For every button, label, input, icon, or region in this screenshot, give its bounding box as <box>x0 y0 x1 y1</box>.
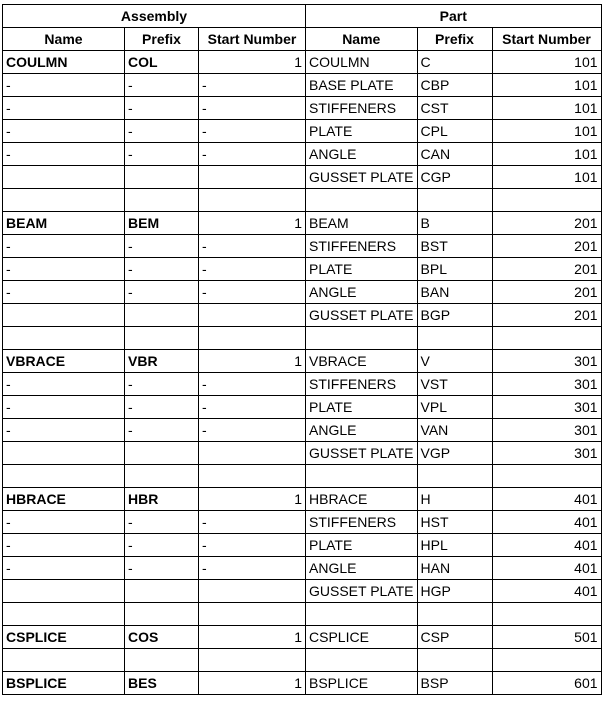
table-row <box>3 626 602 649</box>
part-start-number-cell[interactable]: 401 <box>492 534 601 557</box>
assembly-name-cell[interactable] <box>3 442 125 465</box>
part-prefix-cell[interactable]: V <box>417 350 492 373</box>
assembly-name-cell[interactable]: BEAM <box>3 212 125 235</box>
assembly-start-number-cell[interactable]: - <box>199 258 306 281</box>
assembly-start-number-cell[interactable]: 1 <box>199 51 306 74</box>
part-name-cell[interactable]: BEAM <box>306 212 418 235</box>
part-prefix-cell[interactable]: HPL <box>417 534 492 557</box>
part-name-cell[interactable]: ANGLE <box>306 143 418 166</box>
assembly-start-number-cell[interactable]: - <box>199 143 306 166</box>
assembly-start-number-cell[interactable]: - <box>199 235 306 258</box>
table-row <box>3 235 602 258</box>
assembly-start-number-cell[interactable]: - <box>199 511 306 534</box>
table-row <box>3 350 602 373</box>
assembly-prefix-cell[interactable]: - <box>125 396 199 419</box>
assembly-prefix-cell[interactable]: - <box>125 97 199 120</box>
part-start-number-cell[interactable]: 201 <box>492 281 601 304</box>
part-start-number-cell[interactable]: 501 <box>492 626 601 649</box>
part-start-number-cell[interactable]: 401 <box>492 488 601 511</box>
assembly-start-number-cell[interactable]: 1 <box>199 626 306 649</box>
part-start-number-cell[interactable] <box>492 327 601 350</box>
part-prefix-cell[interactable]: HAN <box>417 557 492 580</box>
assembly-prefix-cell[interactable] <box>125 649 199 672</box>
assembly-start-number-cell[interactable] <box>199 304 306 327</box>
part-name-cell[interactable] <box>306 327 418 350</box>
table-row <box>3 649 602 672</box>
assembly-prefix-cell[interactable]: - <box>125 120 199 143</box>
assembly-header[interactable]: Assembly <box>3 5 306 28</box>
part-prefix-cell[interactable]: VAN <box>417 419 492 442</box>
assembly-prefix-cell[interactable] <box>125 465 199 488</box>
part-prefix-cell[interactable]: CGP <box>417 166 492 189</box>
part-prefix-cell[interactable]: BGP <box>417 304 492 327</box>
part-name-cell[interactable]: GUSSET PLATE <box>306 580 418 603</box>
part-name-cell[interactable]: PLATE <box>306 396 418 419</box>
assembly-start-number-cell[interactable] <box>199 580 306 603</box>
assembly-name-cell[interactable]: HBRACE <box>3 488 125 511</box>
part-header[interactable]: Part <box>306 5 602 28</box>
assembly-start-number-cell[interactable]: 1 <box>199 672 306 695</box>
assembly-start-number-cell[interactable]: - <box>199 419 306 442</box>
assembly-start-number-cell[interactable]: - <box>199 373 306 396</box>
assembly-prefix-cell[interactable]: - <box>125 74 199 97</box>
assembly-prefix-cell[interactable]: BEM <box>125 212 199 235</box>
part-name-header[interactable]: Name <box>306 28 418 51</box>
assembly-name-cell[interactable]: - <box>3 120 125 143</box>
assembly-name-cell[interactable]: - <box>3 74 125 97</box>
table-row <box>3 603 602 626</box>
table-row <box>3 488 602 511</box>
table-row <box>3 281 602 304</box>
table-row <box>3 557 602 580</box>
assembly-prefix-cell[interactable] <box>125 603 199 626</box>
part-prefix-cell[interactable]: BAN <box>417 281 492 304</box>
assembly-start-number-cell[interactable] <box>199 189 306 212</box>
part-start-number-cell[interactable]: 101 <box>492 97 601 120</box>
table-row <box>3 396 602 419</box>
assembly-prefix-cell[interactable]: COS <box>125 626 199 649</box>
part-prefix-cell[interactable]: B <box>417 212 492 235</box>
assembly-prefix-cell[interactable]: - <box>125 419 199 442</box>
part-start-number-cell[interactable]: 401 <box>492 580 601 603</box>
part-prefix-cell[interactable]: VST <box>417 373 492 396</box>
part-prefix-cell[interactable]: BST <box>417 235 492 258</box>
part-name-cell[interactable]: PLATE <box>306 534 418 557</box>
part-name-cell[interactable]: STIFFENERS <box>306 511 418 534</box>
part-prefix-cell[interactable]: VGP <box>417 442 492 465</box>
part-start-number-cell[interactable]: 101 <box>492 143 601 166</box>
assembly-name-cell[interactable]: - <box>3 373 125 396</box>
part-prefix-cell[interactable] <box>417 603 492 626</box>
assembly-prefix-cell[interactable] <box>125 304 199 327</box>
table-row <box>3 327 602 350</box>
assembly-prefix-cell[interactable]: COL <box>125 51 199 74</box>
table-row <box>3 74 602 97</box>
part-prefix-cell[interactable] <box>417 327 492 350</box>
part-start-number-cell[interactable]: 201 <box>492 304 601 327</box>
assembly-name-cell[interactable] <box>3 465 125 488</box>
assembly-prefix-cell[interactable]: VBR <box>125 350 199 373</box>
assembly-prefix-cell[interactable]: - <box>125 258 199 281</box>
assembly-prefix-cell[interactable]: BES <box>125 672 199 695</box>
part-start-number-cell[interactable]: 201 <box>492 258 601 281</box>
assembly-start-number-cell[interactable]: 1 <box>199 350 306 373</box>
part-start-number-cell[interactable]: 301 <box>492 396 601 419</box>
assembly-name-cell[interactable] <box>3 580 125 603</box>
assembly-prefix-cell[interactable] <box>125 580 199 603</box>
assembly-prefix-cell[interactable]: - <box>125 511 199 534</box>
assembly-name-cell[interactable]: - <box>3 534 125 557</box>
part-start-number-cell[interactable]: 101 <box>492 51 601 74</box>
assembly-start-number-cell[interactable] <box>199 465 306 488</box>
part-start-number-cell[interactable]: 301 <box>492 419 601 442</box>
assembly-start-number-cell[interactable] <box>199 166 306 189</box>
part-prefix-cell[interactable]: CST <box>417 97 492 120</box>
assembly-start-number-cell[interactable]: - <box>199 396 306 419</box>
table-row <box>3 373 602 396</box>
part-name-cell[interactable]: ANGLE <box>306 419 418 442</box>
table-row <box>3 97 602 120</box>
part-prefix-cell[interactable]: H <box>417 488 492 511</box>
part-prefix-cell[interactable]: CAN <box>417 143 492 166</box>
table-row <box>3 534 602 557</box>
assembly-start-number-cell[interactable]: 1 <box>199 212 306 235</box>
assembly-name-cell[interactable]: - <box>3 396 125 419</box>
assembly-name-cell[interactable] <box>3 649 125 672</box>
assembly-prefix-cell[interactable]: HBR <box>125 488 199 511</box>
assembly-prefix-cell[interactable]: - <box>125 143 199 166</box>
part-name-cell[interactable]: STIFFENERS <box>306 235 418 258</box>
part-start-number-cell[interactable]: 101 <box>492 74 601 97</box>
table-row <box>3 442 602 465</box>
table-row <box>3 166 602 189</box>
part-start-number-cell[interactable]: 301 <box>492 442 601 465</box>
part-start-number-cell[interactable]: 201 <box>492 235 601 258</box>
part-name-cell[interactable]: PLATE <box>306 258 418 281</box>
part-name-cell[interactable]: ANGLE <box>306 281 418 304</box>
part-name-cell[interactable]: STIFFENERS <box>306 373 418 396</box>
table-row <box>3 120 602 143</box>
assembly-name-header[interactable]: Name <box>3 28 125 51</box>
part-prefix-cell[interactable] <box>417 189 492 212</box>
assembly-prefix-cell[interactable] <box>125 327 199 350</box>
assembly-name-cell[interactable]: - <box>3 97 125 120</box>
part-name-cell[interactable] <box>306 189 418 212</box>
table-row <box>3 212 602 235</box>
part-name-cell[interactable]: HBRACE <box>306 488 418 511</box>
part-prefix-cell[interactable]: CBP <box>417 74 492 97</box>
table-row <box>3 672 602 695</box>
assembly-name-cell[interactable] <box>3 603 125 626</box>
assembly-start-number-cell[interactable] <box>199 649 306 672</box>
part-start-number-cell[interactable]: 301 <box>492 373 601 396</box>
table-row <box>3 465 602 488</box>
assembly-start-number-cell[interactable]: - <box>199 97 306 120</box>
part-name-cell[interactable]: GUSSET PLATE <box>306 304 418 327</box>
assembly-start-number-cell[interactable]: - <box>199 534 306 557</box>
assembly-prefix-cell[interactable]: - <box>125 557 199 580</box>
part-name-cell[interactable] <box>306 649 418 672</box>
part-prefix-cell[interactable]: BSP <box>417 672 492 695</box>
assembly-name-cell[interactable]: - <box>3 281 125 304</box>
assembly-name-cell[interactable]: VBRACE <box>3 350 125 373</box>
assembly-start-number-cell[interactable] <box>199 603 306 626</box>
assembly-prefix-cell[interactable] <box>125 442 199 465</box>
part-start-number-cell[interactable]: 301 <box>492 350 601 373</box>
part-start-number-cell[interactable]: 101 <box>492 120 601 143</box>
part-start-number-cell[interactable] <box>492 189 601 212</box>
part-prefix-cell[interactable]: CSP <box>417 626 492 649</box>
table-row <box>3 419 602 442</box>
assembly-start-number-cell[interactable] <box>199 327 306 350</box>
assembly-name-cell[interactable]: COULMN <box>3 51 125 74</box>
part-name-cell[interactable]: CSPLICE <box>306 626 418 649</box>
part-name-cell[interactable]: COULMN <box>306 51 418 74</box>
part-prefix-cell[interactable] <box>417 649 492 672</box>
part-start-number-cell[interactable]: 101 <box>492 166 601 189</box>
part-name-cell[interactable]: BSPLICE <box>306 672 418 695</box>
assembly-name-cell[interactable]: - <box>3 235 125 258</box>
table-row <box>3 51 602 74</box>
assembly-name-cell[interactable] <box>3 327 125 350</box>
assembly-start-number-cell[interactable]: - <box>199 120 306 143</box>
assembly-name-cell[interactable]: - <box>3 143 125 166</box>
part-start-number-cell[interactable]: 401 <box>492 557 601 580</box>
table-row <box>3 304 602 327</box>
assembly-name-cell[interactable]: BSPLICE <box>3 672 125 695</box>
assembly-prefix-cell[interactable]: - <box>125 281 199 304</box>
assembly-start-number-cell[interactable]: - <box>199 74 306 97</box>
assembly-prefix-cell[interactable]: - <box>125 534 199 557</box>
part-start-number-cell[interactable]: 201 <box>492 212 601 235</box>
part-prefix-cell[interactable]: BPL <box>417 258 492 281</box>
assembly-prefix-header[interactable]: Prefix <box>125 28 199 51</box>
part-start-number-cell[interactable]: 401 <box>492 511 601 534</box>
part-prefix-cell[interactable] <box>417 465 492 488</box>
part-start-number-cell[interactable] <box>492 649 601 672</box>
table-row <box>3 258 602 281</box>
assembly-start-number-header[interactable]: Start Number <box>199 28 306 51</box>
part-name-cell[interactable] <box>306 465 418 488</box>
assembly-name-cell[interactable] <box>3 166 125 189</box>
part-name-cell[interactable]: GUSSET PLATE <box>306 166 418 189</box>
part-name-cell[interactable]: VBRACE <box>306 350 418 373</box>
assembly-start-number-cell[interactable] <box>199 442 306 465</box>
assembly-name-cell[interactable] <box>3 304 125 327</box>
assembly-start-number-cell[interactable]: 1 <box>199 488 306 511</box>
part-prefix-cell[interactable]: HST <box>417 511 492 534</box>
part-start-number-header[interactable]: Start Number <box>492 28 601 51</box>
part-name-cell[interactable]: STIFFENERS <box>306 97 418 120</box>
assembly-start-number-cell[interactable]: - <box>199 281 306 304</box>
assembly-prefix-cell[interactable] <box>125 189 199 212</box>
table-row <box>3 580 602 603</box>
part-start-number-cell[interactable] <box>492 603 601 626</box>
part-name-cell[interactable]: GUSSET PLATE <box>306 442 418 465</box>
part-name-cell[interactable]: ANGLE <box>306 557 418 580</box>
part-prefix-cell[interactable]: VPL <box>417 396 492 419</box>
column-header-row <box>3 28 602 51</box>
assembly-name-cell[interactable]: - <box>3 511 125 534</box>
assembly-name-cell[interactable]: CSPLICE <box>3 626 125 649</box>
assembly-part-table <box>2 4 602 695</box>
part-name-cell[interactable]: PLATE <box>306 120 418 143</box>
assembly-prefix-cell[interactable]: - <box>125 235 199 258</box>
part-prefix-cell[interactable]: C <box>417 51 492 74</box>
assembly-name-cell[interactable]: - <box>3 419 125 442</box>
assembly-prefix-cell[interactable] <box>125 166 199 189</box>
table-row <box>3 143 602 166</box>
part-start-number-cell[interactable]: 601 <box>492 672 601 695</box>
table-row <box>3 189 602 212</box>
part-name-cell[interactable]: BASE PLATE <box>306 74 418 97</box>
group-header-row <box>3 5 602 28</box>
assembly-name-cell[interactable]: - <box>3 258 125 281</box>
part-prefix-header[interactable]: Prefix <box>417 28 492 51</box>
table-body <box>3 51 602 695</box>
part-start-number-cell[interactable] <box>492 465 601 488</box>
assembly-name-cell[interactable] <box>3 189 125 212</box>
assembly-name-cell[interactable]: - <box>3 557 125 580</box>
part-prefix-cell[interactable]: CPL <box>417 120 492 143</box>
assembly-start-number-cell[interactable]: - <box>199 557 306 580</box>
part-name-cell[interactable] <box>306 603 418 626</box>
assembly-prefix-cell[interactable]: - <box>125 373 199 396</box>
part-prefix-cell[interactable]: HGP <box>417 580 492 603</box>
table-row <box>3 511 602 534</box>
